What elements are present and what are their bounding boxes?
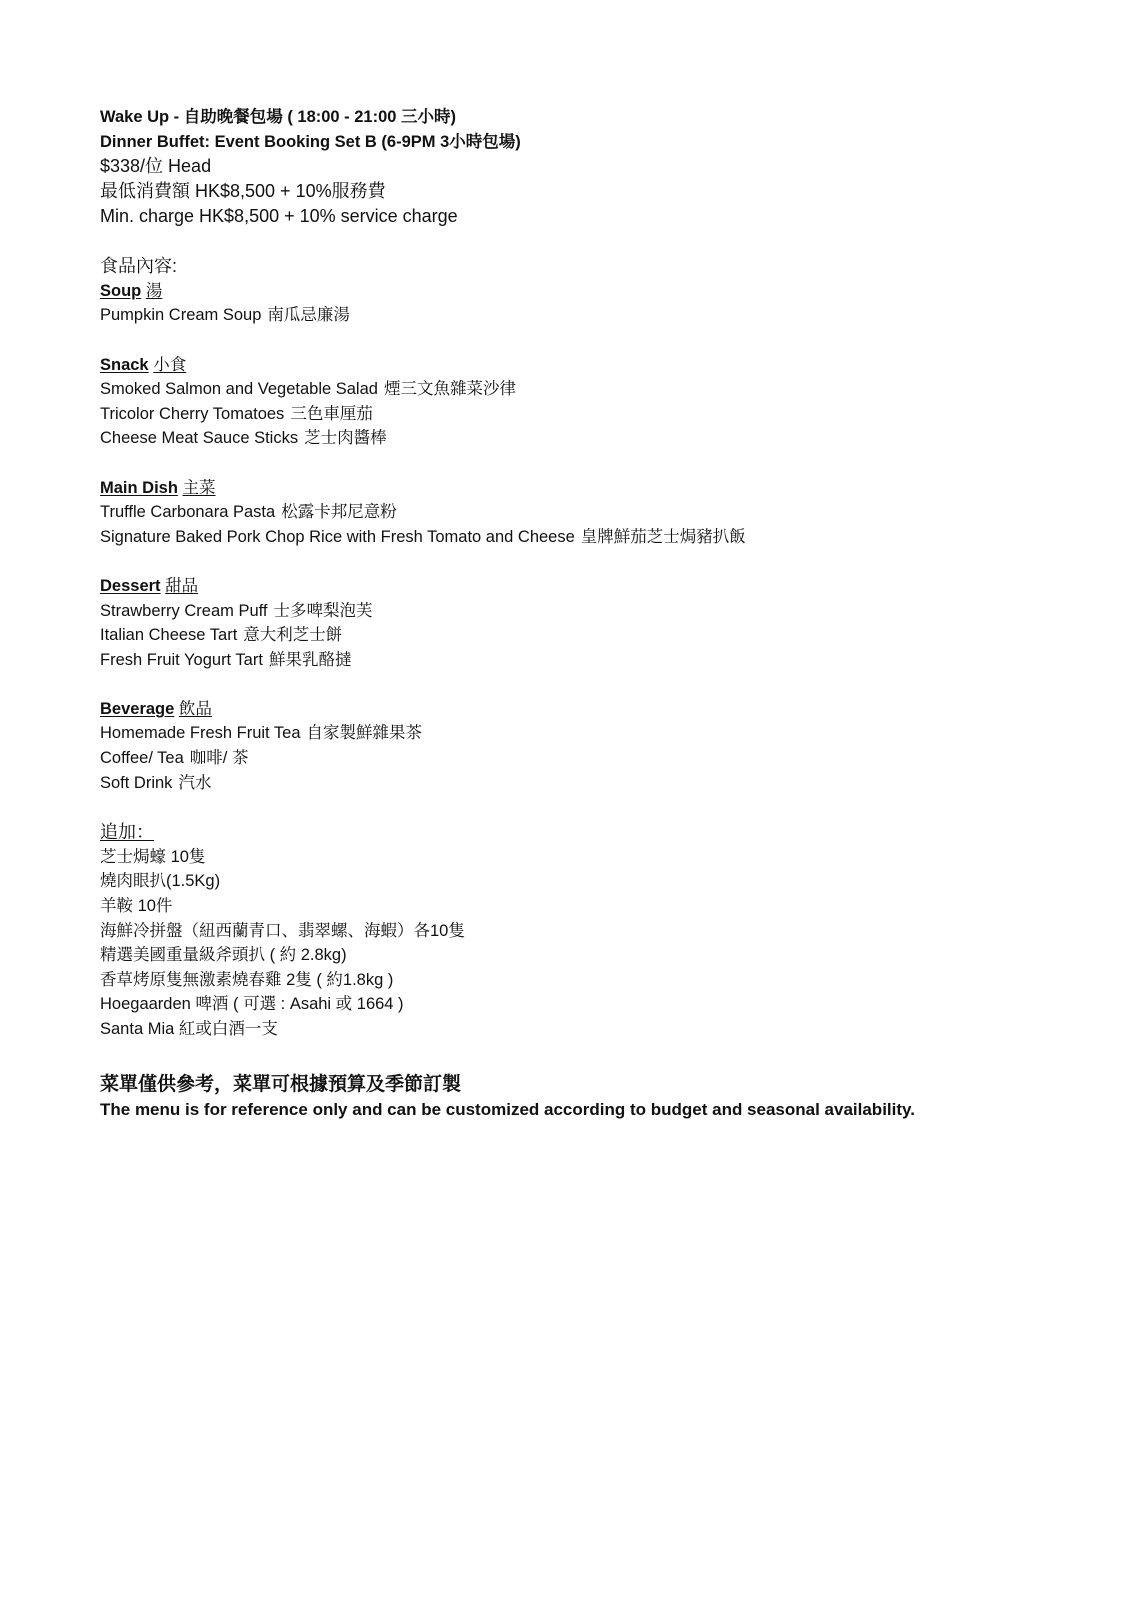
menu-item-en: Fresh Fruit Yogurt Tart [100, 650, 263, 669]
menu-item-zh: 皇牌鮮茄芝士焗豬扒飯 [580, 527, 746, 546]
note-zh: 菜單僅供參考，菜單可根據預算及季節訂製 [100, 1073, 462, 1095]
menu-item-en: Homemade Fresh Fruit Tea [100, 724, 301, 743]
section-heading-zh: 飲品 [178, 699, 212, 718]
menu-item-zh: 松露卡邦尼意粉 [281, 503, 397, 522]
addon-heading: 追加： [100, 821, 154, 842]
menu-subtitle: Dinner Buffet: Event Booking Set B (6-9PM 3小時包場) [100, 132, 521, 151]
menu-item [100, 746, 1060, 771]
menu-item-zh: 士多啤梨泡芙 [273, 601, 373, 620]
menu-item [100, 599, 1060, 624]
section-heading-en: Soup [100, 281, 142, 300]
section-heading-zh: 湯 [145, 281, 163, 300]
menu-item [100, 623, 1060, 648]
menu-section-main-dish [100, 476, 1060, 574]
min-charge-zh: 最低消費額 HK$8,500 + 10%服務費 [100, 181, 386, 202]
menu-item-zh: 汽水 [178, 773, 212, 792]
addon-item: 芝士焗蠔 10隻 [100, 847, 206, 866]
menu-section-beverage [100, 697, 1060, 820]
menu-item-en: Pumpkin Cream Soup [100, 306, 262, 325]
menu-item-en: Tricolor Cherry Tomatoes [100, 404, 285, 423]
menu-item [100, 303, 1060, 328]
menu-item-zh: 意大利芝士餅 [243, 626, 343, 645]
addon-item: 燒肉眼扒(1.5Kg) [100, 872, 221, 891]
menu-item-zh: 三色車厘茄 [290, 404, 373, 423]
menu-item [100, 721, 1060, 746]
menu-item-zh: 煙三文魚雜菜沙律 [383, 380, 516, 399]
menu-item [100, 648, 1060, 673]
price-per-head: $338/位 Head [100, 156, 212, 177]
section-heading-zh: 小食 [153, 355, 187, 374]
section-heading [100, 476, 1060, 501]
menu-item-en: Strawberry Cream Puff [100, 601, 268, 620]
menu-item [100, 426, 1060, 451]
section-heading-zh: 主菜 [182, 478, 216, 497]
addon-item: 精選美國重量級斧頭扒 ( 約 2.8kg) [100, 946, 347, 965]
min-charge-en: Min. charge HK$8,500 + 10% service charge [100, 206, 458, 227]
section-heading-en: Snack [100, 355, 149, 374]
menu-item-en: Signature Baked Pork Chop Rice with Fresh Tomato and Cheese [100, 527, 575, 546]
menu-item-en: Italian Cheese Tart [100, 626, 238, 645]
addon-item: Hoegaarden 啤酒 ( 可選 : Asahi 或 1664 ) [100, 995, 404, 1014]
menu-section-dessert [100, 574, 1060, 697]
menu-item-zh: 咖啡/ 茶 [189, 749, 249, 768]
note-en: The menu is for reference only and can be customized according to budget and seasonal availability. [100, 1099, 915, 1119]
menu-item [100, 402, 1060, 427]
menu-title: Wake Up - 自助晚餐包場 ( 18:00 - 21:00 三小時) [100, 108, 457, 126]
menu-section-snack [100, 353, 1060, 476]
section-heading-en: Beverage [100, 699, 175, 718]
section-heading-zh: 甜品 [165, 576, 199, 595]
addon-list [100, 845, 1060, 1042]
addon-item: 香草烤原隻無激素燒春雞 2隻 ( 約1.8kg ) [100, 970, 394, 989]
menu-sections [100, 279, 1060, 820]
menu-document [100, 105, 1060, 1122]
menu-item-en: Soft Drink [100, 773, 173, 792]
menu-item-en: Truffle Carbonara Pasta [100, 503, 276, 522]
menu-item [100, 377, 1060, 402]
section-heading [100, 697, 1060, 722]
menu-item-zh: 南瓜忌廉湯 [267, 306, 350, 325]
section-heading [100, 279, 1060, 304]
section-heading [100, 574, 1060, 599]
menu-item-en: Cheese Meat Sauce Sticks [100, 429, 299, 448]
menu-section-soup [100, 279, 1060, 353]
menu-item [100, 500, 1060, 525]
menu-item-en: Smoked Salmon and Vegetable Salad [100, 380, 378, 399]
menu-item [100, 771, 1060, 796]
section-heading [100, 353, 1060, 378]
menu-item-zh: 自家製鮮雜果茶 [306, 724, 423, 743]
addon-item: 海鮮冷拼盤（紐西蘭青口、翡翠螺、海蝦）各10隻 [100, 921, 465, 940]
menu-item-zh: 芝士肉醬棒 [304, 429, 387, 448]
section-heading-en: Main Dish [100, 478, 178, 497]
menu-item [100, 525, 1060, 550]
menu-item-en: Coffee/ Tea [100, 749, 184, 768]
addon-item: Santa Mia 紅或白酒一支 [100, 1020, 278, 1038]
food-heading: 食品內容: [100, 255, 178, 276]
addon-item: 羊鞍 10件 [100, 897, 173, 916]
menu-item-zh: 鮮果乳酪撻 [268, 650, 352, 669]
section-heading-en: Dessert [100, 576, 161, 595]
